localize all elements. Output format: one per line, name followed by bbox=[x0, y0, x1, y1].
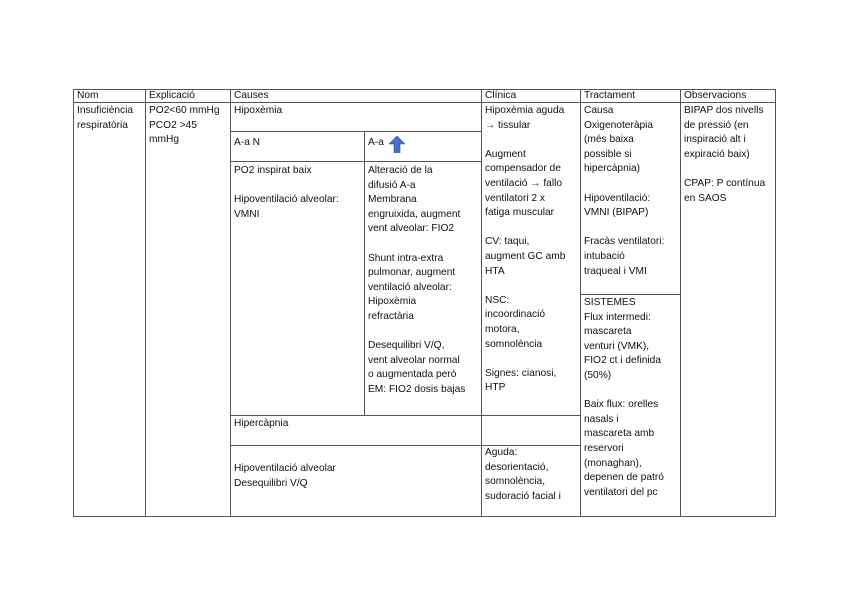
col-divider-1 bbox=[145, 89, 146, 517]
cell-nom: Insuficiència respiratòria bbox=[77, 105, 134, 131]
header-tractament: Tractament bbox=[584, 90, 636, 101]
col-divider-2 bbox=[230, 89, 231, 517]
observacions: BIPAP dos nivells de pressió (en inspiració alt i expiració baix) CPAP: P contínua en SAOS bbox=[684, 105, 766, 204]
header-clinica: Clínica bbox=[485, 90, 517, 101]
causes-hipercapnia-block: Hipoventilació alveolar Desequilibri V/Q bbox=[234, 463, 336, 489]
header-nom: Nom bbox=[77, 90, 99, 101]
causes-subheader-divider bbox=[230, 131, 481, 132]
clinica-bottom: Aguda: desorientació, somnolència, sudoració facial i bbox=[485, 447, 561, 502]
causes-hipercapnia-title: Hipercàpnia bbox=[234, 418, 289, 429]
table-border-left bbox=[73, 89, 74, 517]
causes-hipoxemia-title: Hipoxèmia bbox=[234, 105, 283, 116]
table-border-right bbox=[775, 89, 776, 517]
causes-inner-divider bbox=[364, 131, 365, 415]
col-divider-4 bbox=[580, 89, 581, 517]
header-explicacio: Explicació bbox=[149, 90, 195, 101]
tractament-bottom: SISTEMES Flux intermedi: mascareta venturi (VMK), FIO2 ct i definida (50%) Baix flux: orelles nasals i mascareta amb reservori (monaghan), depenen de patró ventilatori del pc bbox=[584, 297, 664, 498]
table-border-bottom bbox=[73, 516, 776, 517]
clinica-top: Hipoxèmia aguda → tissular Augment compensador de ventilació → fallo ventilatori 2 x fatiga muscular CV: taqui, augment GC amb HTA NSC: incoordinació motora, somnolència Signes: cianosi, HTP bbox=[485, 105, 566, 394]
header-causes: Causes bbox=[234, 90, 269, 101]
cell-explicacio: PO2<60 mmHg PCO2 >45 mmHg bbox=[149, 105, 220, 146]
col-divider-5 bbox=[680, 89, 681, 517]
causes-aa-normal: A-a N bbox=[234, 137, 261, 148]
col-divider-3 bbox=[481, 89, 482, 517]
causes-hipercapnia-divider bbox=[230, 415, 580, 416]
tractament-top: Causa Oxigenoteràpia (més baixa possible si hipercàpnia) Hipoventilació: VMNI (BIPAP) Fracàs ventilatori: intubació traqueal i VMI bbox=[584, 105, 665, 277]
tractament-divider bbox=[580, 294, 680, 295]
causes-aa-up: A-a bbox=[368, 137, 384, 148]
up-arrow-icon bbox=[389, 136, 405, 153]
causes-right-block: Alteració de la difusió A-a Membrana engruixida, augment vent alveolar: FIO2 Shunt intra-extra pulmonar, augment ventilació alveolar: Hipoxèmia refractària Desequilibri V/Q, vent alveolar normal o augmentada però EM: FIO2 dosis bajas bbox=[368, 165, 466, 395]
header-observacions: Observacions bbox=[684, 90, 747, 101]
causes-aa-divider bbox=[230, 161, 481, 162]
causes-left-block: PO2 inspirat baix Hipoventilació alveolar: VMNI bbox=[234, 165, 339, 220]
